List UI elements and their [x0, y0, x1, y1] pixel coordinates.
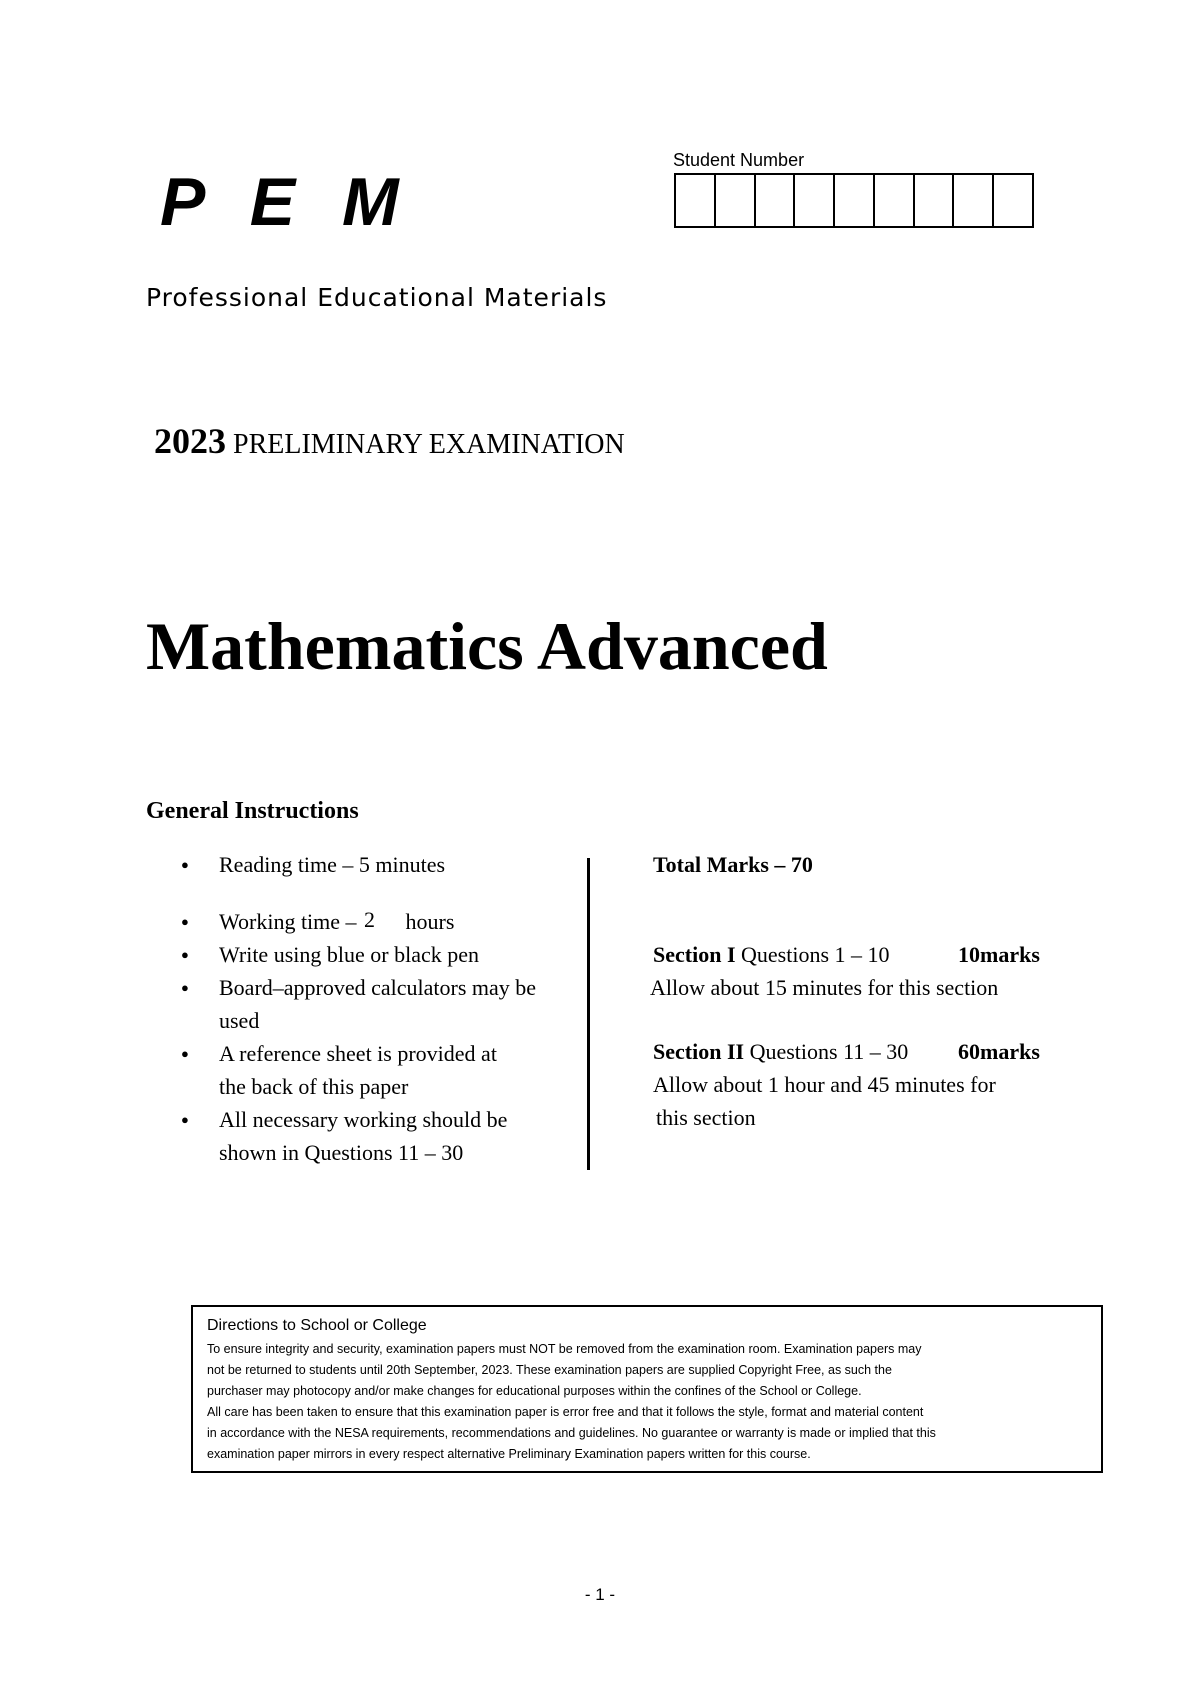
student-number-box[interactable] [795, 175, 835, 226]
directions-line: examination paper mirrors in every respect alternative Preliminary Examination papers written for this course. [207, 1447, 811, 1461]
section-2-label: Section II [653, 1039, 745, 1064]
section-1-label: Section I [653, 942, 736, 967]
section-2-questions: Questions 11 – 30 [749, 1039, 909, 1064]
student-number-box[interactable] [875, 175, 915, 226]
student-number-box[interactable] [676, 175, 716, 226]
exam-year: 2023 [154, 421, 226, 461]
directions-box [191, 1305, 1103, 1473]
list-item [177, 1037, 587, 1103]
exam-name: PRELIMINARY EXAMINATION [233, 429, 625, 460]
instructions-list [177, 848, 587, 1169]
directions-line: To ensure integrity and security, examination papers must NOT be removed from the examination room. Examination papers may [207, 1342, 922, 1356]
reading-time: Reading time – 5 minutes [219, 852, 446, 877]
directions-heading: Directions to School or College [207, 1317, 427, 1334]
section-1-marks: 10marks [958, 942, 1040, 967]
section-2-info [653, 1035, 1073, 1134]
student-number-box[interactable] [915, 175, 955, 226]
directions-line: not be returned to students until 20th September, 2023. These examination papers are supplied Copyright Free, as such the [207, 1363, 892, 1377]
student-number-label: Student Number [673, 150, 805, 170]
section-2-time: Allow about 1 hour and 45 minutes for [653, 1072, 996, 1097]
student-number-box[interactable] [716, 175, 756, 226]
subject-title: Mathematics Advanced [146, 608, 828, 684]
directions-line: All care has been taken to ensure that this examination paper is error free and that it follows the style, format and material content [207, 1405, 924, 1419]
directions-line: purchaser may photocopy and/or make changes for educational purposes within the confines of the School or College. [207, 1384, 862, 1398]
page-number: - 1 - [584, 1585, 616, 1604]
section-1-time: Allow about 15 minutes for this section [650, 975, 999, 1000]
student-number-box[interactable] [994, 175, 1032, 226]
working-instruction: All necessary working should be [219, 1107, 508, 1132]
student-number-box[interactable] [835, 175, 875, 226]
logo-subtitle: Professional Educational Materials [146, 283, 608, 312]
column-divider [587, 858, 590, 1170]
student-number-box[interactable] [954, 175, 994, 226]
pen-instruction: Write using blue or black pen [219, 942, 479, 967]
directions-line: in accordance with the NESA requirements, recommendations and guidelines. No guarantee or warranty is made or implied that this [207, 1426, 936, 1440]
total-marks [653, 848, 1073, 881]
reference-instruction-cont: the back of this paper [219, 1074, 409, 1099]
calculator-instruction-cont: used [219, 1008, 260, 1033]
working-time-number: 2 [364, 907, 376, 932]
list-item [177, 848, 587, 881]
working-time-prefix: Working time – [219, 909, 357, 934]
list-item [177, 1103, 587, 1169]
student-number-box[interactable] [756, 175, 796, 226]
total-marks-text: Total Marks – 70 [653, 852, 813, 877]
pem-logo: P E M [160, 164, 413, 240]
section-2-marks: 60marks [958, 1039, 1040, 1064]
section-1-info [650, 938, 1073, 1004]
list-item [177, 905, 587, 938]
reference-instruction: A reference sheet is provided at [219, 1041, 497, 1066]
section-1-questions: Questions 1 – 10 [741, 942, 890, 967]
exam-title [154, 420, 625, 462]
section-2-time-cont: this section [656, 1105, 756, 1130]
working-time-suffix: hours [405, 909, 455, 934]
working-instruction-cont: shown in Questions 11 – 30 [219, 1140, 464, 1165]
student-number-boxes [674, 173, 1034, 228]
list-item [177, 938, 587, 971]
calculator-instruction: Board–approved calculators may be [219, 975, 537, 1000]
general-instructions-heading: General Instructions [146, 798, 359, 824]
list-item [177, 971, 587, 1037]
